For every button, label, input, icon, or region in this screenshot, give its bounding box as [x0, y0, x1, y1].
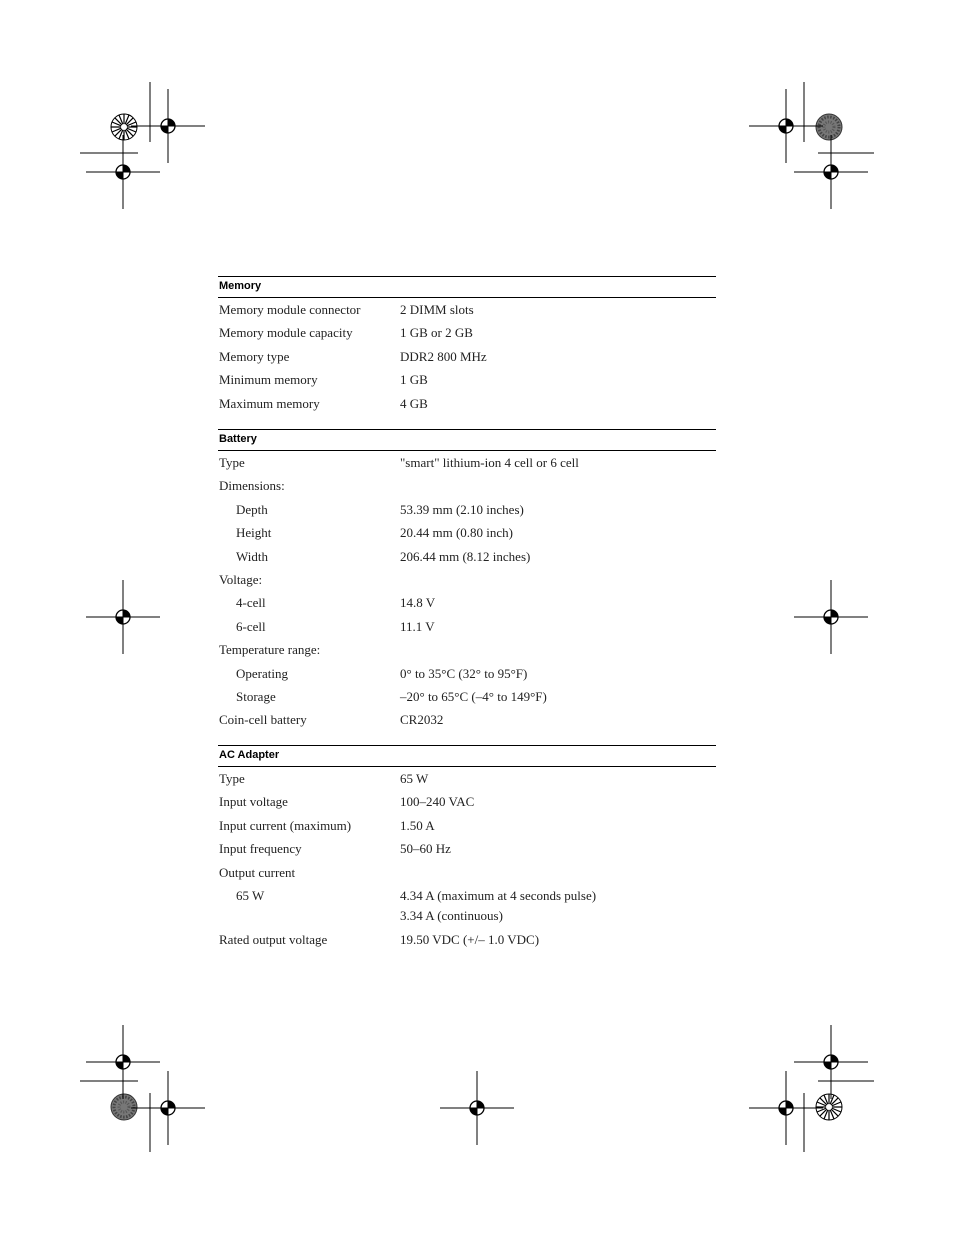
spec-row [218, 790, 716, 813]
spec-value: 100–240 VAC [400, 794, 475, 810]
spec-value: –20° to 65°C (–4° to 149°F) [400, 688, 547, 704]
spec-row [218, 568, 716, 591]
spec-label: Type [219, 455, 245, 470]
section-title: Battery [218, 429, 716, 451]
spec-label: Height [236, 525, 272, 541]
spec-value: 0° to 35°C (32° to 95°F) [400, 665, 528, 681]
spec-row [218, 685, 716, 708]
spec-label: Memory type [219, 348, 290, 364]
spec-value: DDR2 800 MHz [400, 348, 487, 364]
spec-row [218, 837, 716, 860]
spec-label: Input voltage [219, 794, 288, 810]
spec-value: 1 GB [400, 372, 428, 388]
spec-label: Input current (maximum) [219, 817, 352, 833]
spec-row [218, 298, 716, 321]
spec-row [218, 521, 716, 544]
spec-row [218, 545, 716, 568]
spec-value: CR2032 [400, 712, 444, 728]
spec-value: 19.50 VDC (+/– 1.0 VDC) [400, 931, 540, 947]
spec-label: 65 W [236, 887, 265, 903]
spec-label: 6-cell [236, 618, 266, 634]
spec-row [218, 884, 716, 928]
spec-row [218, 345, 716, 368]
spec-value: 4.34 A (maximum at 4 seconds pulse) [400, 887, 597, 903]
spec-label: Voltage: [219, 571, 263, 587]
spec-value: 53.39 mm (2.10 inches) [400, 501, 524, 517]
spec-value-secondary: 3.34 A (continuous) [400, 907, 503, 923]
section-title: Memory [218, 276, 716, 298]
spec-value-group [400, 886, 596, 926]
spec-row [218, 451, 716, 474]
spec-row [218, 498, 716, 521]
memory-section [218, 276, 716, 415]
spec-label: Type [219, 771, 245, 786]
spec-row [218, 928, 716, 951]
spec-value: 20.44 mm (0.80 inch) [400, 525, 514, 541]
spec-value: 11.1 V [400, 618, 435, 634]
spec-label: Input frequency [219, 841, 302, 857]
spec-row [218, 615, 716, 638]
spec-value: 50–60 Hz [400, 841, 451, 857]
spec-row [218, 321, 716, 344]
spec-row [218, 767, 716, 790]
spec-row [218, 638, 716, 661]
spec-label: Operating [236, 665, 288, 681]
spec-value: 206.44 mm (8.12 inches) [400, 548, 531, 564]
spec-row [218, 474, 716, 497]
spec-value: "smart" lithium-ion 4 cell or 6 cell [400, 455, 579, 470]
battery-section [218, 429, 716, 732]
spec-row [218, 392, 716, 415]
spec-label: Minimum memory [219, 372, 318, 388]
spec-row [218, 814, 716, 837]
spec-label: Storage [236, 688, 276, 704]
spec-label: Memory module connector [219, 302, 361, 317]
spec-row [218, 861, 716, 884]
spec-value: 1.50 A [400, 817, 435, 833]
spec-label: Dimensions: [219, 478, 285, 494]
spec-value: 2 DIMM slots [400, 302, 474, 317]
ac-adapter-section [218, 745, 716, 951]
spec-row [218, 591, 716, 614]
spec-label: Depth [236, 501, 268, 517]
spec-label: Memory module capacity [219, 325, 353, 341]
spec-label: 4-cell [236, 595, 266, 611]
spec-row [218, 368, 716, 391]
section-title: AC Adapter [218, 745, 716, 767]
spec-label: Rated output voltage [219, 931, 328, 947]
spec-label: Output current [219, 864, 296, 880]
spec-value: 14.8 V [400, 595, 436, 611]
spec-row [218, 708, 716, 731]
spec-label: Width [236, 548, 268, 564]
spec-label: Maximum memory [219, 395, 320, 411]
spec-value: 65 W [400, 771, 429, 786]
spec-row [218, 662, 716, 685]
spec-value: 1 GB or 2 GB [400, 325, 473, 341]
spec-label: Coin-cell battery [219, 712, 307, 728]
spec-value: 4 GB [400, 395, 428, 411]
spec-label: Temperature range: [219, 642, 321, 658]
